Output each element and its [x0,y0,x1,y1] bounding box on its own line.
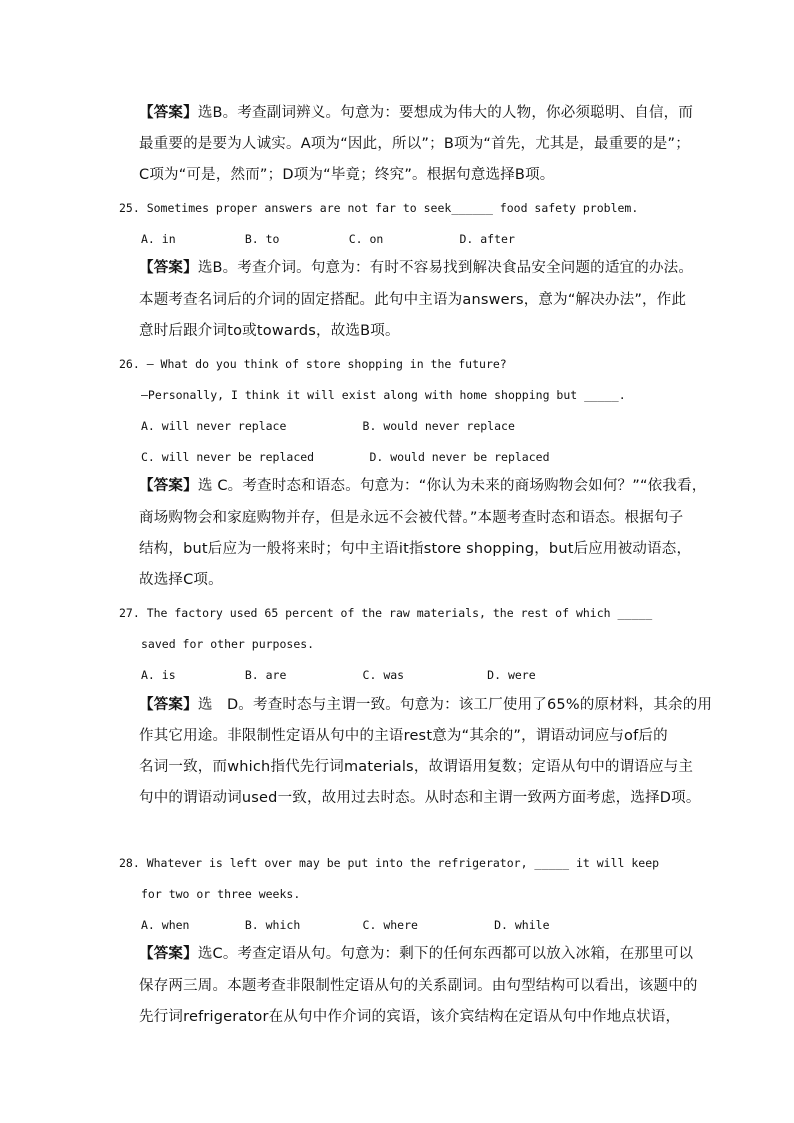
q25-options: A. in B. to C. on D. after [141,232,515,246]
q26-answer-line-2: 商场购物会和家庭购物并存，但是永远不会被代替。”本题考查时态和语态。根据句子 [139,510,684,526]
q26-stem: 26. — What do you think of store shopping in the future? [119,357,507,371]
answer-tag: 【答案】 [139,105,198,121]
answer-tag: 【答案】 [139,946,198,962]
q27-answer-line-4: 句中的谓语动词used一致，故用过去时态。从时态和主谓一致两方面考虑，选择D项。 [139,790,701,806]
q27-answer-line-3: 名词一致，而which指代先行词materials，故谓语用复数；定语从句中的谓语应与主 [139,759,694,775]
q25-answer-line-3: 意时后跟介词to或towards，故选B项。 [139,323,400,339]
q26-answer-line-1: 【答案】选 C。考查时态和语态。句意为：“你认为未来的商场购物会如何？”“依我看， [139,478,707,494]
q24-answer-line-1: 【答案】选B。考查副词辨义。句意为：要想成为伟大的人物，你必须聪明、自信，而 [139,105,694,121]
q28-stem-2: for two or three weeks. [141,887,301,901]
q27-stem: 27. The factory used 65 percent of the raw materials, the rest of which _____ [119,606,653,620]
q26-options-1: A. will never replace B. would never replace [141,419,515,433]
q24-answer-line-2: 最重要的是要为人诚实。A项为“因此，所以”；B项为“首先，尤其是，最重要的是”； [139,136,690,152]
q28-answer-line-3: 先行词refrigerator在从句中作介词的宾语，该介宾结构在定语从句中作地点状语， [139,1009,681,1025]
q26-answer-line-3: 结构，but后应为一般将来时；句中主语it指store shopping，but后应用被动语态， [139,541,692,557]
q24-answer-line-3: C项为“可是，然而”；D项为“毕竟；终究”。根据句意选择B项。 [139,167,555,183]
q28-answer-line-2: 保存两三周。本题考查非限制性定语从句的关系副词。由句型结构可以看出，该题中的 [139,978,698,994]
q26-answer-line-4: 故选择C项。 [139,572,223,588]
q27-stem-2: saved for other purposes. [141,637,315,651]
q25-answer-line-2: 本题考查名词后的介词的固定搭配。此句中主语为answers，意为“解决办法”，作此 [139,292,687,308]
q28-options: A. when B. which C. where D. while [141,918,550,932]
q28-answer-line-1: 【答案】选C。考查定语从句。句意为：剩下的任何东西都可以放入冰箱，在那里可以 [139,946,694,962]
answer-tag: 【答案】 [139,478,198,494]
q25-answer-line-1: 【答案】选B。考查介词。句意为：有时不容易找到解决食品安全问题的适宜的办法。 [139,260,694,276]
q27-answer-line-1: 【答案】选 D。考查时态与主谓一致。句意为：该工厂使用了65%的原材料，其余的用 [139,697,713,713]
answer-tag: 【答案】 [139,260,198,276]
answer-tag: 【答案】 [139,697,198,713]
q28-stem: 28. Whatever is left over may be put into the refrigerator, _____ it will keep [119,856,660,870]
q26-options-2: C. will never be replaced D. would never be replaced [141,450,550,464]
q27-options: A. is B. are C. was D. were [141,668,536,682]
q26-stem-2: —Personally, I think it will exist along with home shopping but _____. [141,388,626,402]
q25-stem: 25. Sometimes proper answers are not far to seek______ food safety problem. [119,201,639,215]
q27-answer-line-2: 作其它用途。非限制性定语从句中的主语rest意为“其余的”，谓语动词应与of后的 [139,728,668,744]
